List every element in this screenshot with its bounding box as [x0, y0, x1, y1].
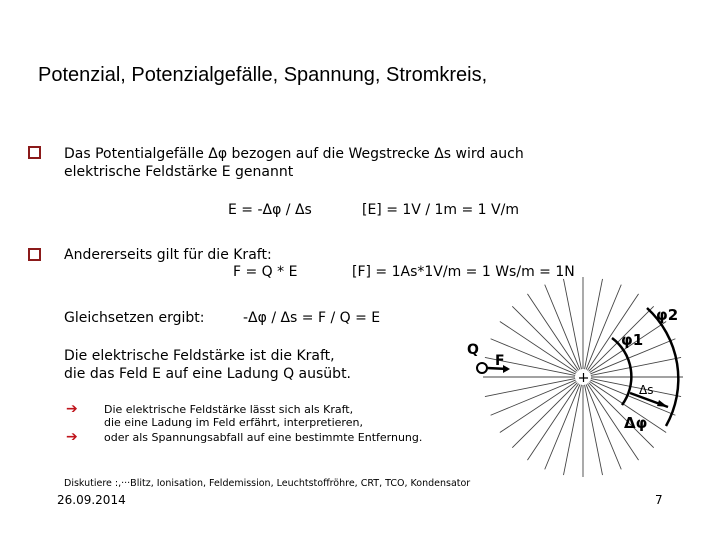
delta-s-arrowhead	[657, 400, 668, 407]
delta-phi-label: Δφ	[624, 414, 648, 432]
page-number: 7	[655, 493, 663, 507]
test-charge-icon	[477, 363, 487, 373]
field-line	[485, 379, 575, 397]
force-formula: F = Q * E	[233, 264, 298, 280]
positive-charge-icon	[579, 373, 588, 382]
explain-line2: die das Feld E auf eine Ladung Q ausübt.	[64, 366, 352, 382]
equate-label: Gleichsetzen ergibt:	[64, 310, 205, 326]
field-line	[563, 385, 581, 475]
arrow1-line2: die eine Ladung im Feld erfährt, interpretieren,	[104, 416, 363, 429]
discussion-note: Diskutiere :,···Blitz, Ionisation, Feldemission, Leuchtstoffröhre, CRT, TCO, Kondensator	[64, 478, 471, 489]
field-line	[591, 379, 681, 397]
field-formula: E = -Δφ / Δs	[228, 202, 312, 218]
q-label: Q	[467, 342, 479, 358]
phi1-label: φ1	[621, 331, 644, 349]
arrow1-line1: Die elektrische Feldstärke lässt sich als Kraft,	[104, 403, 354, 416]
bullet2-line1: Andererseits gilt für die Kraft:	[64, 247, 272, 263]
field-line	[585, 279, 603, 369]
equate-formula: -Δφ / Δs = F / Q = E	[243, 310, 381, 326]
explain-line1: Die elektrische Feldstärke ist die Kraft,	[64, 348, 335, 364]
f-label: F	[495, 353, 505, 369]
slide-title: Potenzial, Potenzialgefälle, Spannung, Stromkreis,	[38, 64, 488, 86]
phi2-label: φ2	[656, 306, 679, 324]
field-line	[591, 357, 681, 375]
delta-s-label: Δs	[639, 383, 654, 397]
bullet1-line2: elektrische Feldstärke E genannt	[64, 164, 294, 180]
footer-date: 26.09.2014	[57, 493, 126, 507]
equipotential-arc-2	[647, 308, 678, 426]
arrow-bullet-icon: ➔	[66, 401, 78, 417]
field-line	[563, 279, 581, 369]
arrow-bullet-icon: ➔	[66, 429, 78, 445]
field-line	[585, 385, 603, 475]
arrow2-line1: oder als Spannungsabfall auf eine bestimmte Entfernung.	[104, 431, 423, 444]
field-unit: [E] = 1V / 1m = 1 V/m	[362, 202, 519, 218]
bullet1-line1: Das Potentialgefälle Δφ bezogen auf die Wegstrecke Δs wird auch	[64, 146, 524, 162]
force-unit: [F] = 1As*1V/m = 1 Ws/m = 1N	[352, 264, 575, 280]
